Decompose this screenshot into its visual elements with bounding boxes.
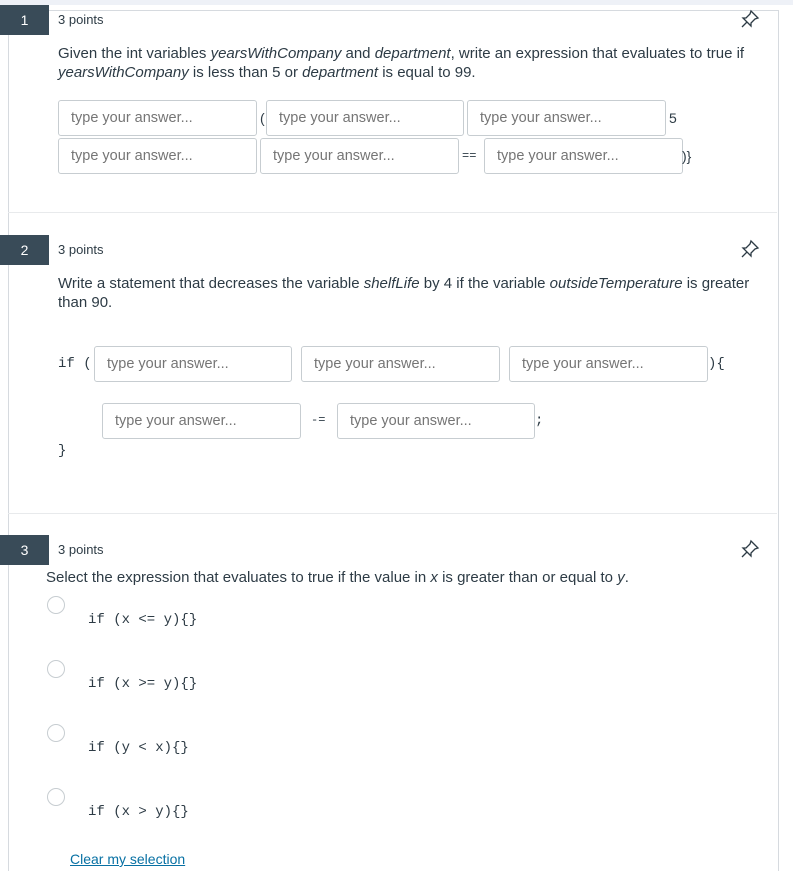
- question-points-2: 3 points: [58, 242, 104, 257]
- divider: [8, 212, 777, 213]
- q1-answer-input-3[interactable]: [467, 100, 666, 136]
- option-radio-4[interactable]: [47, 788, 65, 806]
- question-points-1: 3 points: [58, 12, 104, 27]
- option-radio-1[interactable]: [47, 596, 65, 614]
- question-text-3: Select the expression that evaluates to true if the value in x is greater than or equal to y.: [46, 569, 629, 586]
- question-number-3: 3: [0, 535, 49, 565]
- pin-icon[interactable]: [740, 539, 760, 559]
- q2-answer-input-1[interactable]: [94, 346, 292, 382]
- option-radio-2[interactable]: [47, 660, 65, 678]
- q1-answer-input-2[interactable]: [266, 100, 464, 136]
- question-text-1: Given the int variables yearsWithCompany and department, write an expression that evaluates to true if yearsWithCompany is less than 5 or department is equal to 99.: [58, 45, 745, 81]
- divider: [8, 513, 777, 514]
- q1-answer-input-5[interactable]: [260, 138, 459, 174]
- question-number-2: 2: [0, 235, 49, 265]
- q2-answer-input-3[interactable]: [509, 346, 708, 382]
- q2-minus-equals: -=: [311, 413, 326, 427]
- question-number-1: 1: [0, 5, 49, 35]
- pin-icon[interactable]: [740, 239, 760, 259]
- q1-close: )}: [682, 148, 692, 164]
- clear-selection-link[interactable]: Clear my selection: [70, 851, 186, 867]
- q1-answer-input-1[interactable]: [58, 100, 257, 136]
- top-strip: [0, 0, 793, 5]
- q1-equals: ==: [462, 149, 477, 163]
- q2-if-open: if (: [58, 356, 92, 372]
- option-label-2[interactable]: if (x >= y){}: [88, 676, 198, 692]
- q1-answer-input-6[interactable]: [484, 138, 683, 174]
- q2-close-brace-open: ){: [708, 356, 725, 372]
- question-text-2: Write a statement that decreases the variable shelfLife by 4 if the variable outsideTemperature is greater than 90.: [58, 275, 750, 311]
- question-points-3: 3 points: [58, 542, 104, 557]
- option-radio-3[interactable]: [47, 724, 65, 742]
- q2-close-brace: }: [58, 443, 67, 459]
- option-label-1[interactable]: if (x <= y){}: [88, 612, 198, 628]
- q2-semicolon: ;: [535, 413, 544, 429]
- q2-answer-input-4[interactable]: [102, 403, 301, 439]
- pin-icon[interactable]: [740, 9, 760, 29]
- q1-open-paren: (: [260, 110, 265, 126]
- q2-answer-input-5[interactable]: [337, 403, 535, 439]
- option-label-3[interactable]: if (y < x){}: [88, 740, 189, 756]
- q1-five: 5: [669, 110, 677, 126]
- q1-answer-input-4[interactable]: [58, 138, 257, 174]
- q2-answer-input-2[interactable]: [301, 346, 500, 382]
- option-label-4[interactable]: if (x > y){}: [88, 804, 189, 820]
